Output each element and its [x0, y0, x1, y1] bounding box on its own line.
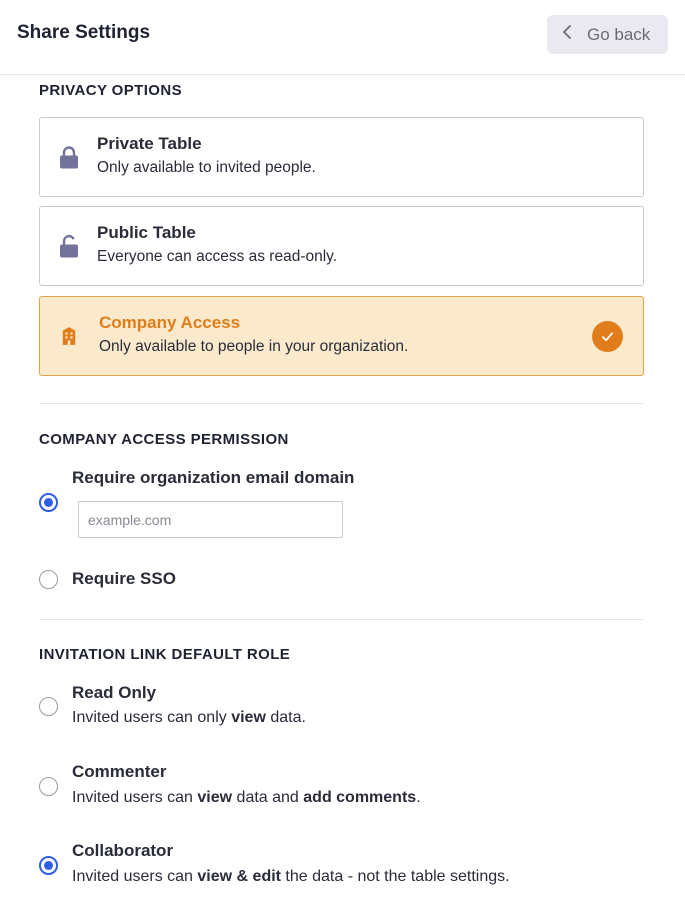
check-icon	[592, 321, 623, 352]
privacy-options-heading: PRIVACY OPTIONS	[39, 82, 182, 99]
chevron-left-icon	[559, 24, 575, 45]
building-icon	[61, 326, 81, 350]
company-access-heading: COMPANY ACCESS PERMISSION	[39, 431, 289, 448]
email-domain-input[interactable]	[78, 501, 343, 538]
role-collaborator-description: Invited users can view & edit the data - not the table settings.	[72, 868, 510, 885]
header	[0, 0, 685, 75]
privacy-option-public[interactable]	[39, 206, 644, 286]
role-collaborator-label[interactable]: Collaborator	[72, 841, 174, 860]
radio-require-email-domain[interactable]	[39, 493, 58, 512]
role-read-only-label[interactable]: Read Only	[72, 683, 157, 702]
radio-require-sso[interactable]	[39, 570, 58, 589]
option-description: Only available to people in your organization.	[99, 338, 409, 355]
option-title: Company Access	[99, 313, 241, 332]
require-sso-label[interactable]: Require SSO	[72, 569, 176, 588]
go-back-label: Go back	[587, 24, 651, 44]
option-title: Public Table	[97, 223, 196, 242]
lock-icon	[59, 145, 79, 169]
option-description: Everyone can access as read-only.	[97, 248, 338, 265]
radio-collaborator[interactable]	[39, 856, 58, 875]
divider	[39, 619, 644, 620]
go-back-button[interactable]	[547, 15, 668, 54]
unlock-icon	[59, 234, 79, 258]
radio-commenter[interactable]	[39, 777, 58, 796]
page-title: Share Settings	[17, 22, 151, 43]
option-description: Only available to invited people.	[97, 159, 316, 176]
divider	[39, 403, 644, 404]
role-read-only-description: Invited users can only view data.	[72, 709, 306, 726]
privacy-option-company[interactable]	[39, 296, 644, 376]
option-title: Private Table	[97, 134, 202, 153]
require-email-domain-label[interactable]: Require organization email domain	[72, 468, 355, 487]
radio-read-only[interactable]	[39, 697, 58, 716]
role-commenter-label[interactable]: Commenter	[72, 762, 167, 781]
role-commenter-description: Invited users can view data and add comments.	[72, 789, 421, 806]
privacy-option-private[interactable]	[39, 117, 644, 197]
invitation-role-heading: INVITATION LINK DEFAULT ROLE	[39, 646, 291, 663]
